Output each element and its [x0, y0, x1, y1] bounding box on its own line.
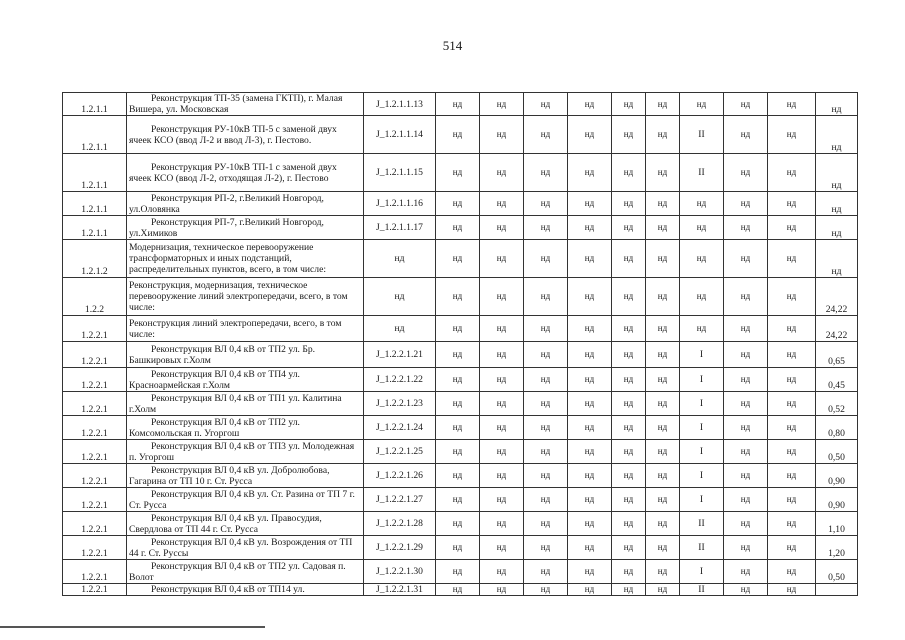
row-value: нд: [680, 240, 724, 278]
row-value: нд: [612, 392, 646, 416]
row-value: нд: [568, 488, 612, 512]
row-value: нд: [480, 316, 524, 342]
row-value: нд: [480, 536, 524, 560]
row-value: нд: [768, 440, 816, 464]
row-value: нд: [436, 440, 480, 464]
row-value: I: [680, 488, 724, 512]
row-value: нд: [436, 278, 480, 316]
row-value: нд: [568, 154, 612, 192]
row-value: нд: [480, 368, 524, 392]
row-value: нд: [646, 464, 680, 488]
row-value: нд: [646, 240, 680, 278]
row-value-total: 1,20: [816, 536, 858, 560]
row-value: нд: [724, 392, 768, 416]
table-row: [63, 192, 858, 216]
row-code: нд: [364, 240, 436, 278]
row-name: Реконструкция ВЛ 0,4 кВ от ТП2 ул. Комсомольская п. Угоргош: [127, 416, 364, 440]
table-row: [63, 368, 858, 392]
row-value: нд: [524, 240, 568, 278]
row-value: нд: [724, 192, 768, 216]
row-name: Реконструкция ВЛ 0,4 кВ от ТП2 ул. Садовая п. Волот: [127, 560, 364, 584]
table-row: [63, 216, 858, 240]
row-value: нд: [646, 488, 680, 512]
row-value: нд: [646, 536, 680, 560]
row-value: I: [680, 416, 724, 440]
row-value: нд: [724, 216, 768, 240]
row-name: Реконструкция РУ-10кВ ТП-1 с заменой двух ячеек КСО (ввод Л-2, отходящая Л-2), г. Пестово: [127, 154, 364, 192]
row-code: J_1.2.2.1.27: [364, 488, 436, 512]
row-value: нд: [646, 278, 680, 316]
row-number: 1.2.2.1: [63, 416, 127, 440]
row-value: нд: [680, 278, 724, 316]
row-value: нд: [612, 278, 646, 316]
row-number: 1.2.2.1: [63, 488, 127, 512]
row-value: нд: [612, 584, 646, 596]
row-value: нд: [524, 584, 568, 596]
row-value: нд: [480, 416, 524, 440]
row-value: нд: [480, 342, 524, 368]
table-row: [63, 512, 858, 536]
row-value: нд: [524, 216, 568, 240]
row-value: нд: [646, 512, 680, 536]
row-value: нд: [724, 316, 768, 342]
row-value: нд: [646, 584, 680, 596]
row-value: I: [680, 440, 724, 464]
row-value: нд: [768, 560, 816, 584]
row-value: нд: [768, 116, 816, 154]
row-value: нд: [480, 392, 524, 416]
row-code: J_1.2.2.1.25: [364, 440, 436, 464]
row-value: нд: [724, 440, 768, 464]
row-value: нд: [612, 536, 646, 560]
row-value: нд: [768, 278, 816, 316]
row-number: 1.2.2.1: [63, 512, 127, 536]
row-value: нд: [612, 560, 646, 584]
row-value: нд: [524, 116, 568, 154]
row-value: нд: [436, 216, 480, 240]
row-value: нд: [568, 416, 612, 440]
row-value: нд: [724, 560, 768, 584]
row-value: нд: [612, 440, 646, 464]
row-value: нд: [524, 536, 568, 560]
row-value: нд: [436, 416, 480, 440]
row-value: нд: [436, 536, 480, 560]
table-row: [63, 584, 858, 596]
row-code: J_1.2.2.1.26: [364, 464, 436, 488]
row-value-total: 0,90: [816, 488, 858, 512]
row-value-total: нд: [816, 240, 858, 278]
row-name: Реконструкция, модернизация, техническое перевооружение линий электропередачи, всего, в том числе:: [127, 278, 364, 316]
row-value: нд: [646, 368, 680, 392]
row-value: нд: [646, 316, 680, 342]
row-code: J_1.2.1.1.16: [364, 192, 436, 216]
row-value: нд: [646, 560, 680, 584]
row-value: нд: [612, 464, 646, 488]
row-code: J_1.2.2.1.28: [364, 512, 436, 536]
row-number: 1.2.2.1: [63, 464, 127, 488]
row-value: нд: [480, 440, 524, 464]
row-value-total: 0,52: [816, 392, 858, 416]
row-value: нд: [612, 240, 646, 278]
row-value-total: 0,50: [816, 440, 858, 464]
row-value: нд: [524, 93, 568, 116]
row-value: нд: [436, 584, 480, 596]
row-value: нд: [524, 192, 568, 216]
row-code: J_1.2.1.1.13: [364, 93, 436, 116]
row-value: нд: [480, 154, 524, 192]
row-name: Реконструкция ВЛ 0,4 кВ от ТП1 ул. Калитина г.Холм: [127, 392, 364, 416]
row-number: 1.2.2.1: [63, 440, 127, 464]
row-value-total: 24,22: [816, 278, 858, 316]
row-value: II: [680, 154, 724, 192]
row-value: нд: [680, 316, 724, 342]
row-value: нд: [646, 93, 680, 116]
row-value: нд: [436, 464, 480, 488]
footer-rule: [0, 626, 265, 628]
row-value-total: нд: [816, 154, 858, 192]
row-code: J_1.2.2.1.23: [364, 392, 436, 416]
row-value: нд: [436, 116, 480, 154]
row-value: нд: [480, 464, 524, 488]
row-value: нд: [436, 488, 480, 512]
row-value: нд: [480, 192, 524, 216]
row-value-total: [816, 584, 858, 596]
row-value: нд: [768, 316, 816, 342]
row-value: нд: [480, 116, 524, 154]
row-value: нд: [646, 392, 680, 416]
row-value-total: 24,22: [816, 316, 858, 342]
row-value: нд: [568, 278, 612, 316]
table-row: [63, 536, 858, 560]
row-value: нд: [480, 278, 524, 316]
row-value: нд: [646, 440, 680, 464]
row-value: нд: [612, 368, 646, 392]
row-value: I: [680, 464, 724, 488]
table-row: [63, 278, 858, 316]
row-value: нд: [768, 416, 816, 440]
row-value: нд: [524, 440, 568, 464]
row-value: нд: [568, 316, 612, 342]
row-value: нд: [524, 342, 568, 368]
row-value: нд: [524, 154, 568, 192]
row-value: нд: [436, 154, 480, 192]
row-value: нд: [680, 192, 724, 216]
table-row: [63, 240, 858, 278]
row-value: нд: [524, 416, 568, 440]
row-value: нд: [436, 192, 480, 216]
row-name: Реконструкция ВЛ 0,4 кВ ул. Ст. Разина от ТП 7 г. Ст. Русса: [127, 488, 364, 512]
row-value: нд: [612, 342, 646, 368]
row-code: J_1.2.2.1.22: [364, 368, 436, 392]
row-value: II: [680, 116, 724, 154]
row-value: нд: [680, 216, 724, 240]
row-value: нд: [524, 464, 568, 488]
row-value: нд: [680, 93, 724, 116]
row-value: нд: [768, 464, 816, 488]
row-value: нд: [724, 342, 768, 368]
row-name: Реконструкция ВЛ 0,4 кВ от ТП4 ул. Красноармейская г.Холм: [127, 368, 364, 392]
investment-table: [62, 92, 858, 596]
row-value: нд: [646, 342, 680, 368]
row-value: нд: [724, 368, 768, 392]
row-value: II: [680, 512, 724, 536]
row-name: Реконструкция ВЛ 0,4 кВ от ТП14 ул.: [127, 584, 364, 596]
row-value: нд: [568, 464, 612, 488]
row-value: нд: [568, 240, 612, 278]
row-number: 1.2.2.1: [63, 392, 127, 416]
row-value: нд: [724, 464, 768, 488]
row-value: нд: [768, 93, 816, 116]
row-name: Реконструкция ВЛ 0,4 кВ от ТП3 ул. Молодежная п. Угоргош: [127, 440, 364, 464]
row-number: 1.2.2.1: [63, 536, 127, 560]
row-name: Модернизация, техническое перевооружение трансформаторных и иных подстанций, распределительных пунктов, всего, в том числе:: [127, 240, 364, 278]
row-code: J_1.2.1.1.15: [364, 154, 436, 192]
row-value: нд: [724, 154, 768, 192]
row-value: нд: [768, 536, 816, 560]
row-value: нд: [768, 216, 816, 240]
row-name: Реконструкция РУ-10кВ ТП-5 с заменой двух ячеек КСО (ввод Л-2 и ввод Л-3), г. Пестово.: [127, 116, 364, 154]
row-value: нд: [480, 584, 524, 596]
table-row: [63, 440, 858, 464]
table-row: [63, 116, 858, 154]
row-value: I: [680, 560, 724, 584]
row-value: нд: [612, 488, 646, 512]
row-value: I: [680, 342, 724, 368]
table-row: [63, 488, 858, 512]
row-name: Реконструкция ВЛ 0,4 кВ от ТП2 ул. Бр. Башкировых г.Холм: [127, 342, 364, 368]
row-value: нд: [724, 416, 768, 440]
row-value: нд: [568, 342, 612, 368]
row-code: нд: [364, 316, 436, 342]
page-number: 514: [442, 38, 463, 53]
row-number: 1.2.2: [63, 278, 127, 316]
row-value: нд: [480, 93, 524, 116]
table-row: [63, 416, 858, 440]
table-row: [63, 154, 858, 192]
row-number: 1.2.2.1: [63, 560, 127, 584]
row-value: нд: [524, 316, 568, 342]
row-value-total: 1,10: [816, 512, 858, 536]
row-value: нд: [480, 240, 524, 278]
row-value: нд: [568, 368, 612, 392]
row-value: нд: [568, 536, 612, 560]
row-value: нд: [612, 93, 646, 116]
row-value: нд: [480, 512, 524, 536]
row-value: II: [680, 536, 724, 560]
row-value: нд: [568, 512, 612, 536]
row-value-total: 0,90: [816, 464, 858, 488]
row-value: нд: [436, 93, 480, 116]
row-value: нд: [724, 536, 768, 560]
row-value: нд: [724, 278, 768, 316]
row-number: 1.2.1.1: [63, 93, 127, 116]
row-value: нд: [436, 342, 480, 368]
table-row: [63, 93, 858, 116]
row-value: нд: [768, 488, 816, 512]
row-value: нд: [724, 240, 768, 278]
row-value-total: нд: [816, 192, 858, 216]
row-value: нд: [768, 584, 816, 596]
row-value: нд: [480, 560, 524, 584]
row-value: I: [680, 392, 724, 416]
table-row: [63, 342, 858, 368]
row-value: нд: [768, 342, 816, 368]
row-value: нд: [436, 240, 480, 278]
row-value: I: [680, 368, 724, 392]
row-number: 1.2.1.1: [63, 154, 127, 192]
row-value: нд: [436, 512, 480, 536]
row-name: Реконструкция РП-7, г.Великий Новгород, ул.Химиков: [127, 216, 364, 240]
row-value: нд: [612, 416, 646, 440]
row-value-total: 0,45: [816, 368, 858, 392]
row-name: Реконструкция РП-2, г.Великий Новгород, ул.Оловянка: [127, 192, 364, 216]
row-value: нд: [612, 316, 646, 342]
row-value: нд: [480, 488, 524, 512]
row-code: нд: [364, 278, 436, 316]
row-code: J_1.2.1.1.14: [364, 116, 436, 154]
row-name: Реконструкция ВЛ 0,4 кВ ул. Правосудия, Свердлова от ТП 44 г. Ст. Русса: [127, 512, 364, 536]
row-code: J_1.2.2.1.30: [364, 560, 436, 584]
row-value: нд: [524, 278, 568, 316]
row-number: 1.2.2.1: [63, 584, 127, 596]
row-value: нд: [436, 560, 480, 584]
row-value: нд: [768, 154, 816, 192]
row-value: нд: [568, 560, 612, 584]
row-number: 1.2.2.1: [63, 342, 127, 368]
row-value: нд: [646, 154, 680, 192]
row-value: нд: [436, 316, 480, 342]
row-value: нд: [524, 488, 568, 512]
row-value: нд: [724, 93, 768, 116]
row-value: нд: [724, 116, 768, 154]
row-number: 1.2.2.1: [63, 368, 127, 392]
row-number: 1.2.1.2: [63, 240, 127, 278]
row-value: нд: [768, 512, 816, 536]
row-value: нд: [436, 368, 480, 392]
row-value: нд: [524, 392, 568, 416]
row-value-total: 0,65: [816, 342, 858, 368]
table-row: [63, 560, 858, 584]
row-number: 1.2.1.1: [63, 192, 127, 216]
row-code: J_1.2.2.1.29: [364, 536, 436, 560]
row-value: нд: [646, 216, 680, 240]
row-value-total: 0,80: [816, 416, 858, 440]
row-value: нд: [646, 192, 680, 216]
row-value: нд: [612, 216, 646, 240]
row-value: нд: [568, 216, 612, 240]
row-code: J_1.2.2.1.21: [364, 342, 436, 368]
table-row: [63, 392, 858, 416]
row-value: нд: [524, 368, 568, 392]
row-value: нд: [612, 192, 646, 216]
row-value: нд: [724, 584, 768, 596]
row-value: нд: [568, 584, 612, 596]
row-value: нд: [612, 154, 646, 192]
row-code: J_1.2.2.1.31: [364, 584, 436, 596]
row-value: нд: [436, 392, 480, 416]
row-number: 1.2.1.1: [63, 116, 127, 154]
row-value: нд: [524, 512, 568, 536]
row-code: J_1.2.1.1.17: [364, 216, 436, 240]
row-name: Реконструкция линий электропередачи, всего, в том числе:: [127, 316, 364, 342]
row-name: Реконструкция ВЛ 0,4 кВ ул. Возрождения от ТП 44 г. Ст. Руссы: [127, 536, 364, 560]
row-value: нд: [768, 240, 816, 278]
table-row: [63, 464, 858, 488]
row-value: нд: [724, 488, 768, 512]
row-value: нд: [568, 392, 612, 416]
row-value: нд: [646, 416, 680, 440]
row-value-total: нд: [816, 216, 858, 240]
row-value: нд: [646, 116, 680, 154]
row-value: II: [680, 584, 724, 596]
row-value: нд: [568, 116, 612, 154]
row-value-total: нд: [816, 93, 858, 116]
row-value-total: 0,50: [816, 560, 858, 584]
row-value: нд: [568, 192, 612, 216]
row-name: Реконструкция ВЛ 0,4 кВ ул. Добролюбова, Гагарина от ТП 10 г. Ст. Русса: [127, 464, 364, 488]
row-value: нд: [724, 512, 768, 536]
row-value: нд: [612, 116, 646, 154]
row-value: нд: [768, 368, 816, 392]
row-value: нд: [524, 560, 568, 584]
row-number: 1.2.2.1: [63, 316, 127, 342]
row-name: Реконструкция ТП-35 (замена ГКТП), г. Малая Вишера, ул. Московская: [127, 93, 364, 116]
row-number: 1.2.1.1: [63, 216, 127, 240]
table-row: [63, 316, 858, 342]
row-value: нд: [568, 93, 612, 116]
row-value: нд: [768, 392, 816, 416]
row-value: нд: [480, 216, 524, 240]
row-value: нд: [568, 440, 612, 464]
row-value-total: нд: [816, 116, 858, 154]
row-value: нд: [612, 512, 646, 536]
row-code: J_1.2.2.1.24: [364, 416, 436, 440]
row-value: нд: [768, 192, 816, 216]
